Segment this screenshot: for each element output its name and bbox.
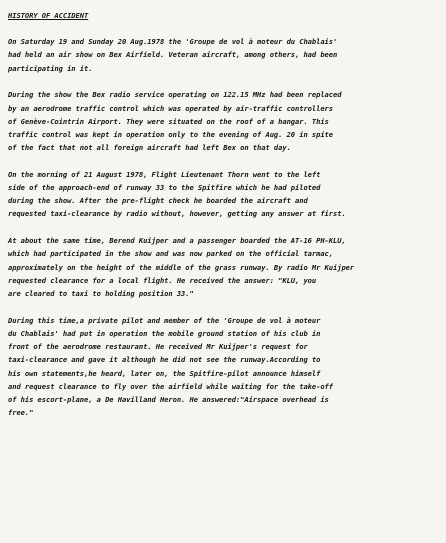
paragraph-line: On the morning of 21 August 1978, Flight Lieutenant Thorn went to the left	[8, 169, 321, 179]
paragraph-line: front of the aerodrome restaurant. He received Mr Kuijper's request for	[8, 342, 308, 352]
document-title: HISTORY OF ACCIDENT	[8, 11, 89, 20]
paragraph-line: side of the approach-end of runway 33 to the Spitfire which he had piloted	[8, 183, 321, 193]
paragraph-2	[8, 88, 436, 154]
paragraph-line: du Chablais' had put in operation the mobile ground station of his club in	[8, 328, 321, 338]
paragraph-line: taxi-clearance and gave it although he did not see the runway.According to	[8, 355, 321, 365]
paragraph-4	[8, 234, 436, 300]
paragraph-line: traffic control was kept in operation only to the evening of Aug. 20 in spite	[8, 129, 334, 139]
paragraph-3	[8, 168, 436, 221]
paragraph-line: during the show. After the pre-flight check he boarded the aircraft and	[8, 196, 308, 206]
paragraph-line: had held an air show on Bex Airfield. Veteran aircraft, among others, had been	[8, 50, 338, 60]
paragraph-line: of his escort-plane, a De Havilland Heron. He answered:"Airspace overhead is	[8, 394, 329, 404]
paragraph-line: of the fact that not all foreign aircraft had left Bex on that day.	[8, 143, 291, 153]
paragraph-5	[8, 314, 436, 420]
paragraph-line: requested clearance for a local flight. He received the answer: "KLU, you	[8, 275, 317, 285]
paragraph-line: which had participated in the show and was now parked on the official tarmac,	[8, 249, 334, 259]
paragraph-line: free."	[8, 408, 34, 418]
paragraph-line: and request clearance to fly over the airfield while waiting for the take-off	[8, 381, 334, 391]
paragraph-line: On Saturday 19 and Sunday 20 Aug.1978 the 'Groupe de vol à moteur du Chablais'	[8, 37, 338, 47]
paragraph-line: approximately on the height of the middle of the grass runway. By radio Mr Kuijper	[8, 262, 355, 272]
paragraph-line: his own statements,he heard, later on, the Spitfire-pilot announce himself	[8, 368, 321, 378]
paragraph-line: are cleared to taxi to holding position 33."	[8, 288, 194, 298]
paragraph-line: participating in it.	[8, 63, 93, 73]
paragraph-line: During this time,a private pilot and member of the 'Groupe de vol à moteur	[8, 315, 321, 325]
paragraph-line: requested taxi-clearance by radio without, however, getting any answer at first.	[8, 209, 346, 219]
paragraph-line: During the show the Bex radio service operating on 122.15 MHz had been replaced	[8, 90, 342, 100]
paragraph-line: by an aerodrome traffic control which was operated by air-traffic controllers	[8, 103, 334, 113]
paragraph-1	[8, 35, 436, 75]
paragraph-line: of Genève-Cointrin Airport. They were situated on the roof of a hangar. This	[8, 116, 329, 126]
paragraph-line: At about the same time, Berend Kuijper and a passenger boarded the AT-16 PH-KLU,	[8, 236, 346, 246]
